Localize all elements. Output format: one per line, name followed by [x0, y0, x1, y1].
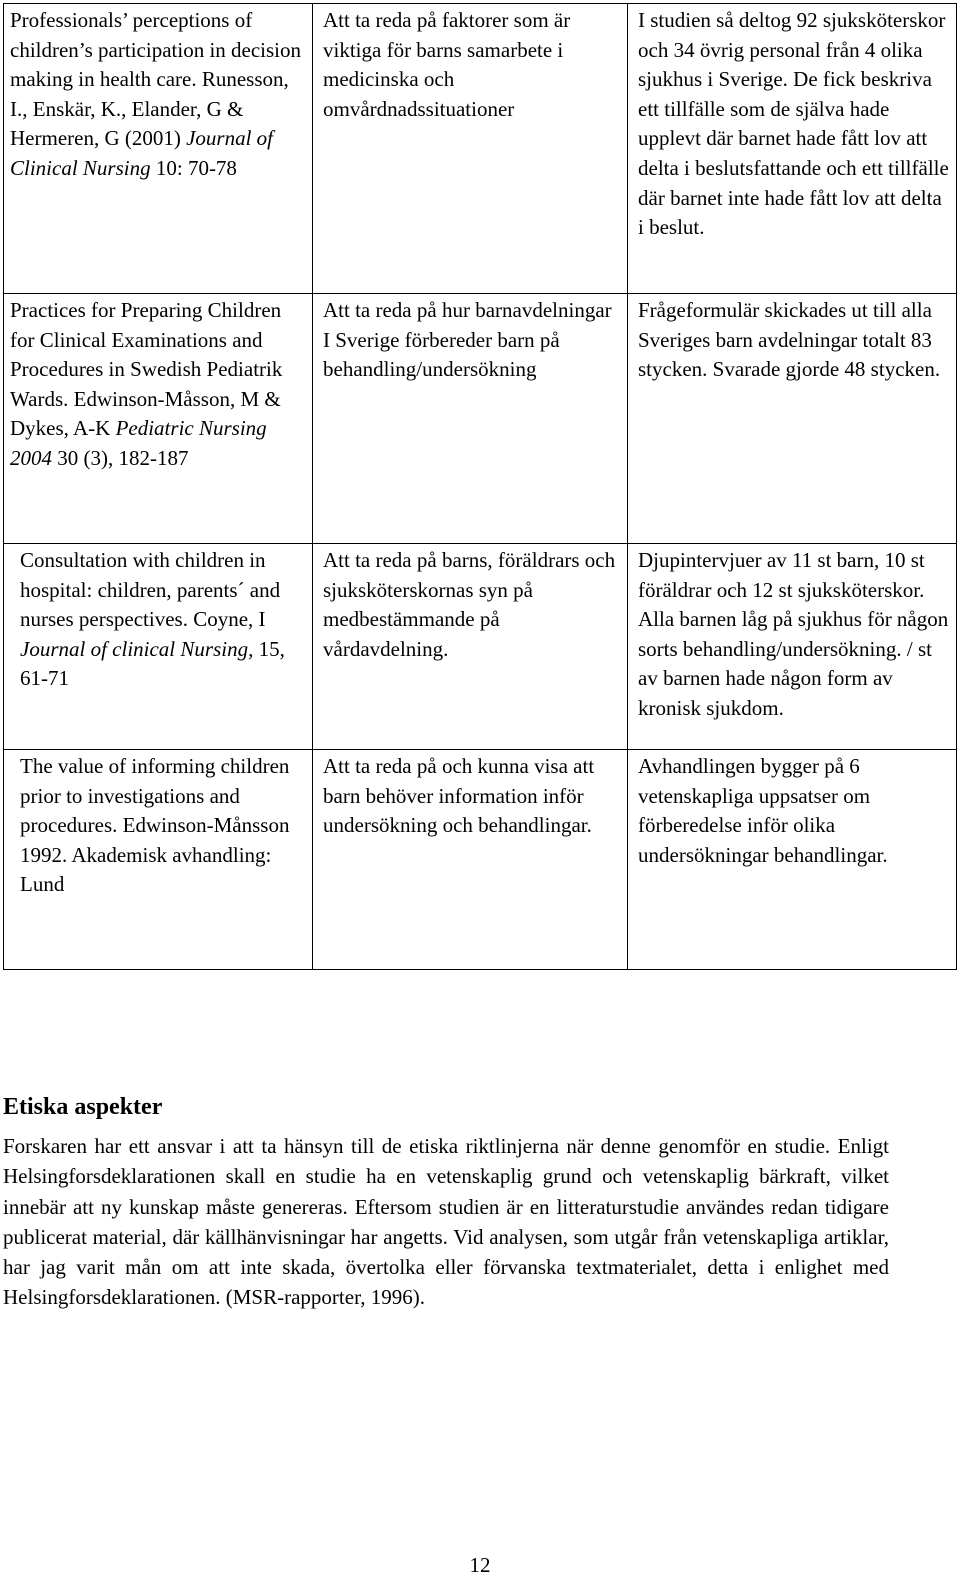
- study-block: [10, 752, 306, 900]
- study-cell: [4, 544, 313, 750]
- method-text: Frågeformulär skickades ut till alla Sveriges barn avdelningar totalt 83 stycken. Svarade gjorde 48 stycken.: [638, 298, 941, 382]
- method-cell: [628, 294, 957, 544]
- section-heading: Etiska aspekter: [3, 1094, 163, 1120]
- aim-cell: [313, 750, 628, 970]
- journal-name: Journal of clinical Nursing,: [20, 636, 254, 661]
- aim-cell: [313, 4, 628, 294]
- table-row: [4, 750, 957, 970]
- aim-text: Att ta reda på och kunna visa att barn behöver information inför undersökning och behandlingar.: [323, 754, 595, 838]
- aim-text: Att ta reda på hur barnavdelningar I Sverige förbereder barn på behandling/undersökning: [323, 298, 612, 382]
- aim-cell: [313, 294, 628, 544]
- table-row: [4, 294, 957, 544]
- journal-name: Pediatric Nursing 2004: [10, 416, 267, 470]
- table-row: [4, 544, 957, 750]
- study-title: Practices for Preparing Children for Clinical Examinations and Procedures in Swedish Pediatrik Wards. Edwinson-Måsson, M & Dykes, A-K: [10, 298, 283, 441]
- literature-table: [3, 3, 957, 970]
- journal-name: Journal of Clinical Nursing: [10, 126, 274, 180]
- study-title: Professionals’ perceptions of children’s participation in decision making in health care. Runesson, I., Enskär, K., Elander, G & Hermeren, G (2001): [10, 8, 302, 151]
- study-title: Consultation with children in hospital: children, parents´ and nurses perspectives. Coyne, I: [20, 548, 281, 632]
- ethics-paragraph: Forskaren har ett ansvar i att ta hänsyn till de etiska riktlinjerna när denne genomför en studie. Enligt Helsingforsdeklarationen skall en studie ha en vetenskaplig grund och vetenskaplig bärkraft, vilket innebär att ny kunskap måste genereras. Eftersom studien är en litteraturstudie användes redan tidigare publicerat material, där källhänvisningar har angetts. Vid analysen, som utgår från vetenskapliga artiklar, har jag varit mån om att inte skada, övertolka eller förvanska textmaterialet, detta i enlighet med Helsingforsdeklarationen. (MSR-rapporter, 1996).: [3, 1134, 889, 1310]
- study-block: [10, 546, 306, 694]
- citation: 10: 70-78: [150, 155, 237, 180]
- method-text: I studien så deltog 92 sjuksköterskor och 34 övrig personal från 4 olika sjukhus i Sverige. De fick beskriva ett tillfälle som de själva hade upplevt där barnet hade fått lov att delta i beslutsfattande och ett tillfälle där barnet inte hade fått lov att delta i beslut.: [638, 8, 949, 240]
- citation: 15, 61-71: [20, 636, 285, 691]
- table-row: [4, 4, 957, 294]
- study-cell: [4, 750, 313, 970]
- method-cell: [628, 544, 957, 750]
- aim-text: Att ta reda på faktorer som är viktiga för barns samarbete i medicinska och omvårdnadssituationer: [323, 8, 571, 121]
- method-text: Djupintervjuer av 11 st barn, 10 st föräldrar och 12 st sjuksköterskor. Alla barnen låg på sjukhus för någon sorts behandling/undersökning. / st av barnen hade någon form av kronisk sjukdom.: [638, 548, 949, 720]
- method-text: Avhandlingen bygger på 6 vetenskapliga uppsatser om förberedelse inför olika undersökningar behandlingar.: [638, 754, 888, 867]
- study-cell: [4, 4, 313, 294]
- aim-cell: [313, 544, 628, 750]
- study-title: The value of informing children prior to investigations and procedures. Edwinson-Månsson 1992. Akademisk avhandling: Lund: [20, 754, 290, 897]
- citation: 30 (3), 182-187: [52, 445, 189, 470]
- method-cell: [628, 4, 957, 294]
- method-cell: [628, 750, 957, 970]
- page-number: 12: [469, 1553, 491, 1577]
- aim-text: Att ta reda på barns, föräldrars och sjuksköterskornas syn på medbestämmande på vårdavdelning.: [323, 548, 616, 661]
- study-cell: [4, 294, 313, 544]
